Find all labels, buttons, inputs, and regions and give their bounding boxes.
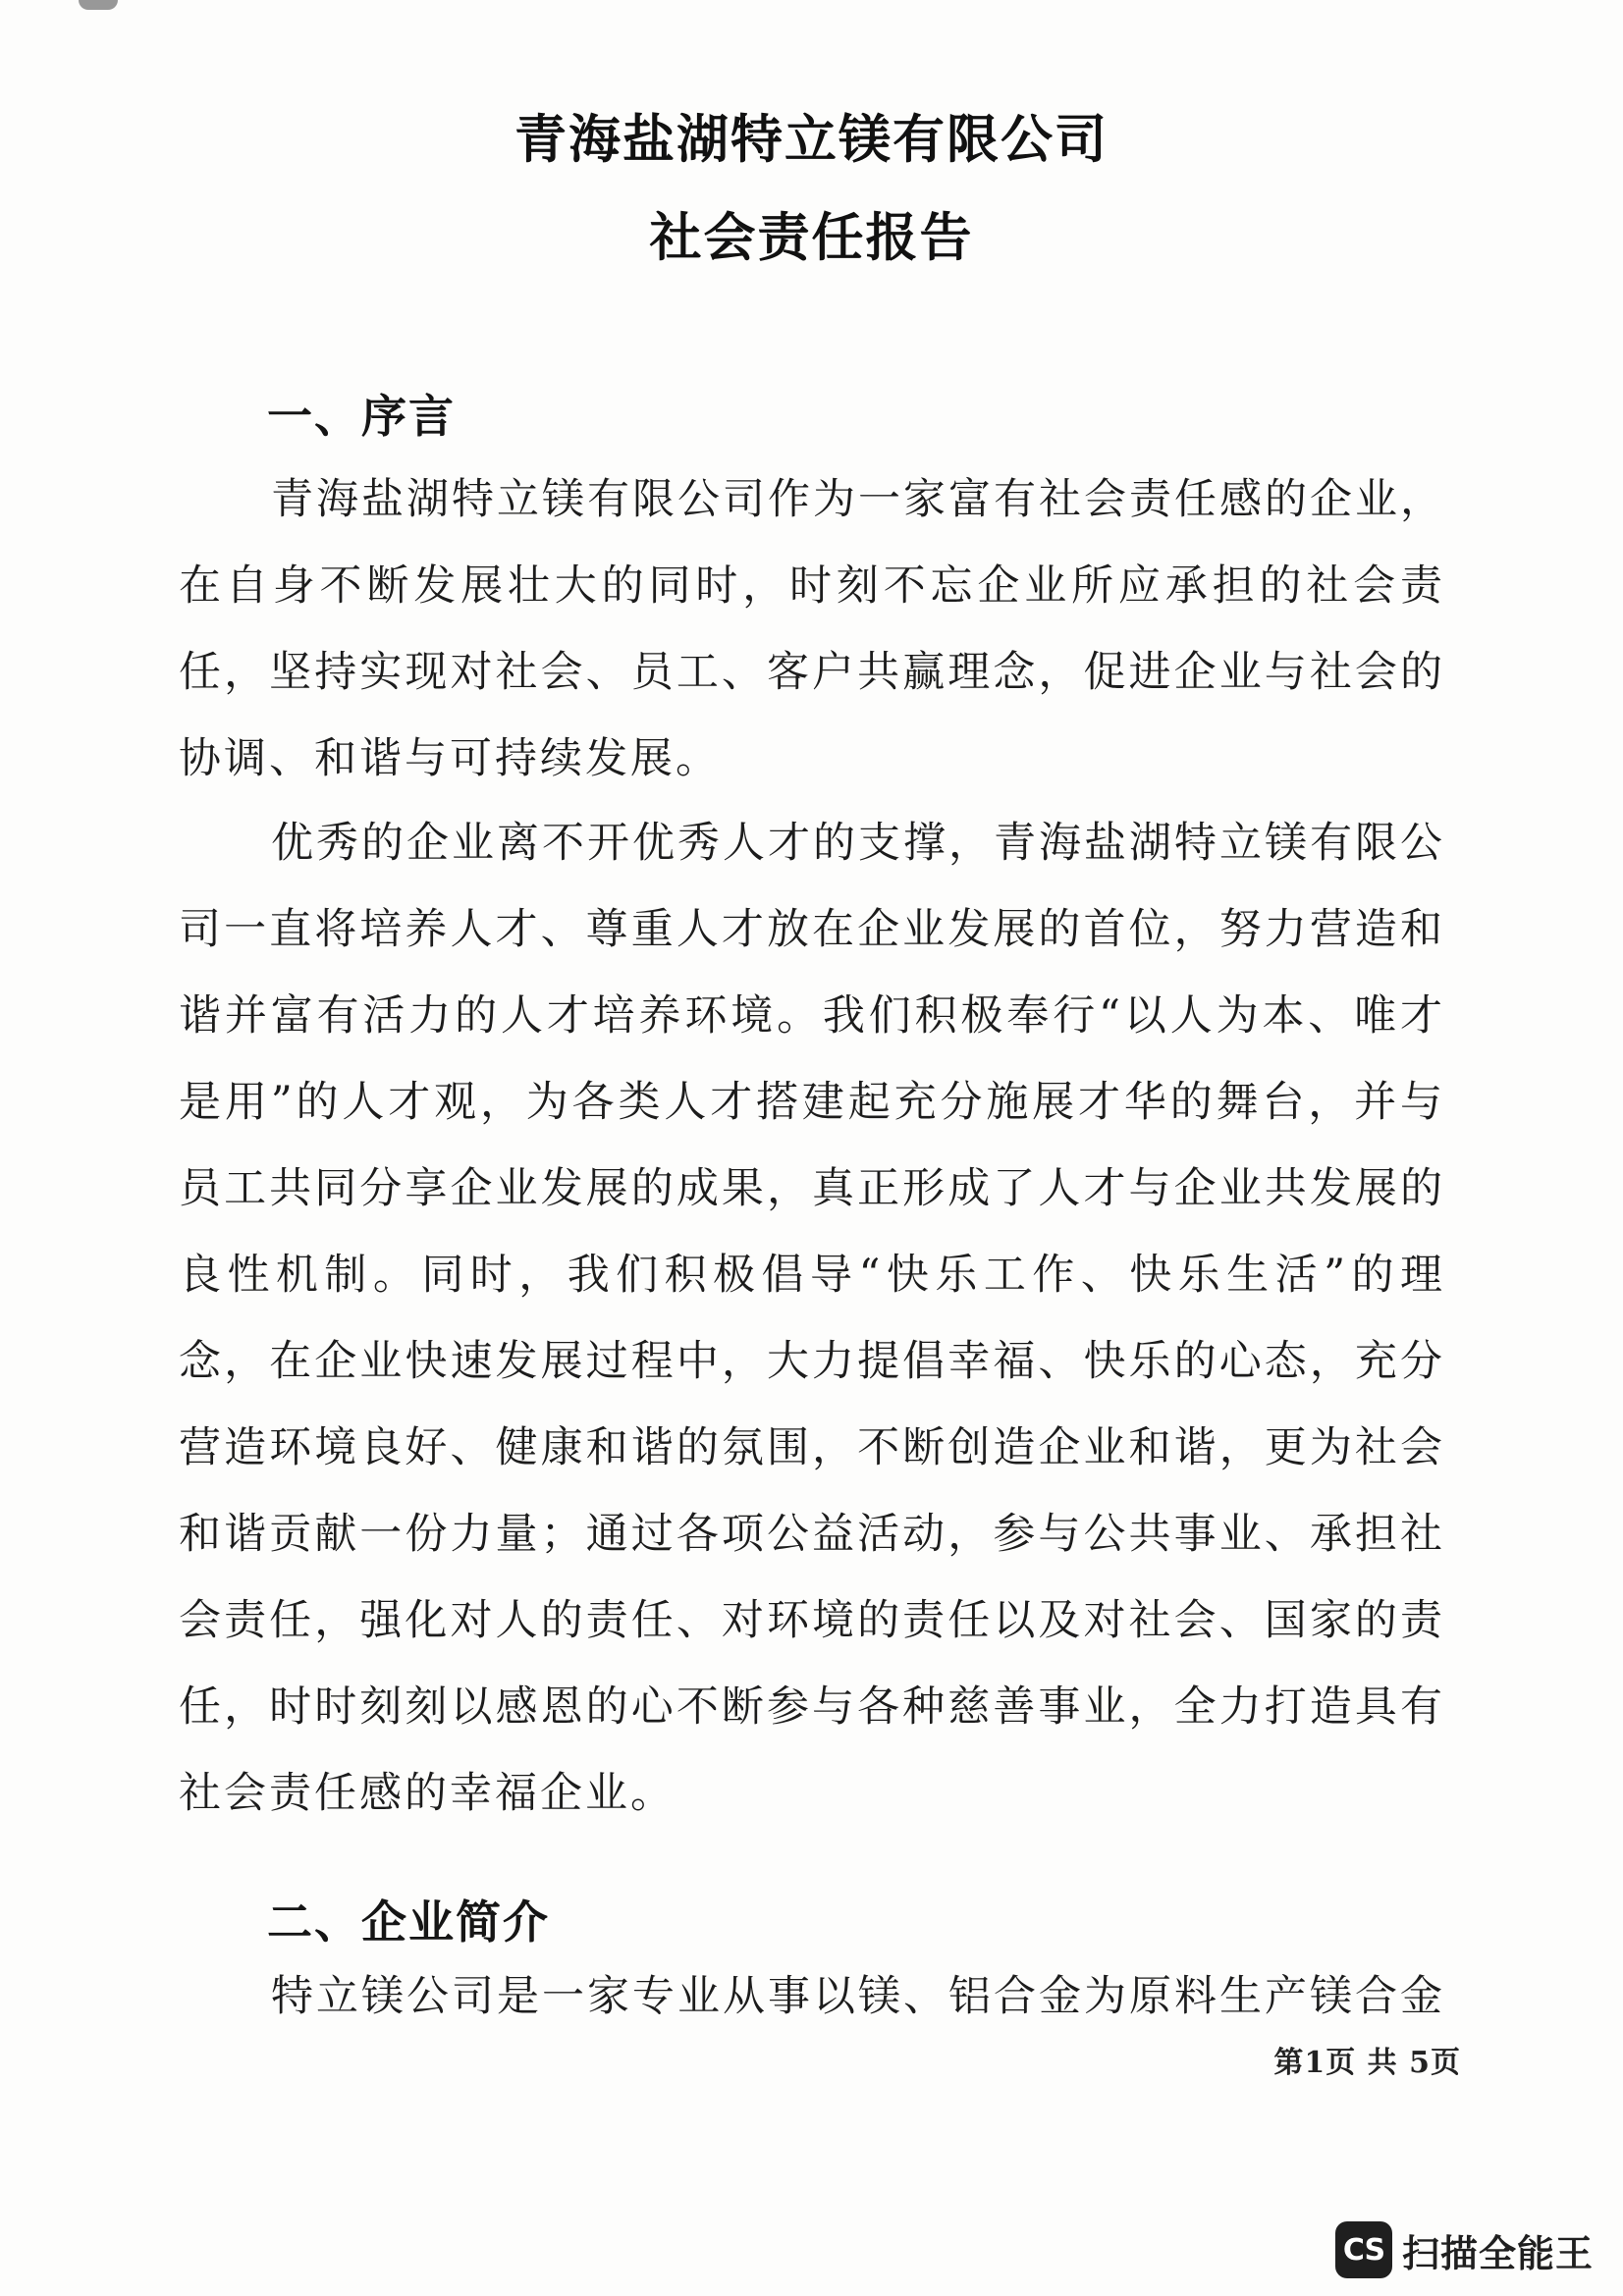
- paragraph-preface-1: 青海盐湖特立镁有限公司作为一家富有社会责任感的企业，在自身不断发展壮大的同时，时刻不忘企业所应承担的社会责任，坚持实现对社会、员工、客户共赢理念，促进企业与社会的协调、和谐与可持续发展。: [179, 475, 1445, 783]
- document-title: 青海盐湖特立镁有限公司: [514, 110, 1109, 170]
- page-number: 第1页 共 5页: [1273, 2046, 1461, 2080]
- paragraph-preface-2: 优秀的企业离不开优秀人才的支撑，青海盐湖特立镁有限公司一直将培养人才、尊重人才放在企业发展的首位，努力营造和谐并富有活力的人才培养环境。我们积极奉行“以人为本、唯才是用”的人才观，为各类人才搭建起充分施展才华的舞台，并与员工共同分享企业发展的成果，真正形成了人才与企业共发展的良性机制。同时，我们积极倡导“快乐工作、快乐生活”的理念，在企业快速发展过程中，大力提倡幸福、快乐的心态，充分营造环境良好、健康和谐的氛围，不断创造企业和谐，更为社会和谐贡献一份力量；通过各项公益活动，参与公共事业、承担社会责任，强化对人的责任、对环境的责任以及对社会、国家的责任，时时刻刻以感恩的心不断参与各种慈善事业，全力打造具有社会责任感的幸福企业。: [179, 819, 1445, 1818]
- watermark-app-name: 扫描全能王: [1401, 2231, 1594, 2275]
- camscanner-logo-icon: CS: [1335, 2221, 1392, 2278]
- scanner-watermark: [1335, 2221, 1594, 2278]
- section-heading-company-intro: 二、企业简介: [267, 1896, 550, 1949]
- document-subtitle: 社会责任报告: [649, 208, 974, 268]
- scan-artifact: [79, 0, 118, 10]
- section-heading-preface: 一、序言: [267, 390, 456, 443]
- paragraph-company-intro-1: 特立镁公司是一家专业从事以镁、铝合金为原料生产镁合金: [271, 1972, 1445, 2021]
